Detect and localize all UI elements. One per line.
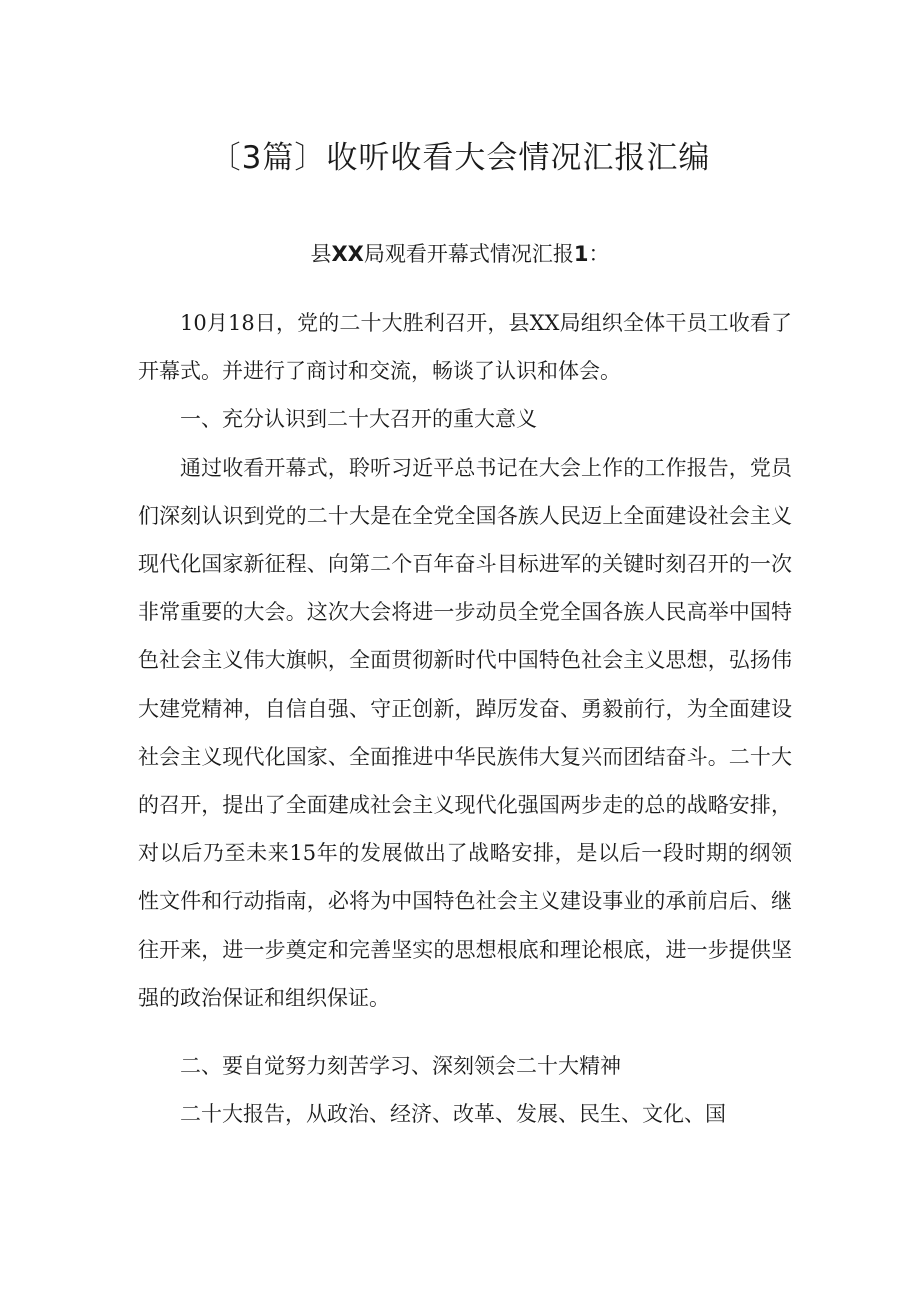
subtitle-xx: XX — [331, 242, 364, 266]
paragraph-intro: 10月18日，党的二十大胜利召开，县XX局组织全体干员工收看了开幕式。并进行了商讨和交流，畅谈了认识和体会。 — [138, 311, 792, 384]
paragraph-report: 二十大报告，从政治、经济、改革、发展、民生、文化、国 — [180, 1102, 726, 1127]
section-heading-2: 二、要自觉努力刻苦学习、深刻领会二十大精神 — [180, 1054, 621, 1079]
document-title: 〔3篇〕收听收看大会情况汇报汇编 — [209, 140, 711, 176]
subtitle-suffix: ： — [588, 242, 610, 266]
document-subtitle — [0, 236, 920, 272]
subtitle-mid: 局观看开幕式情况汇报 — [363, 242, 574, 266]
section-heading-1: 一、充分认识到二十大召开的重大意义 — [180, 407, 537, 432]
subtitle-number: 1 — [573, 242, 589, 266]
document-body — [138, 299, 792, 1138]
paragraph-significance: 通过收看开幕式，聆听习近平总书记在大会上作的工作报告，党员们深刻认识到党的二十大是在全党全国各族人民迈上全面建设社会主义现代化国家新征程、向第二个百年奋斗目标进军的关键时刻召开的一次非常重要的大会。这次大会将进一步动员全党全国各族人民高举中国特色社会主义伟大旗帜，全面贯彻新时代中国特色社会主义思想，弘扬伟大建党精神，自信自强、守正创新，踔厉发奋、勇毅前行，为全面建设社会主义现代化国家、全面推进中华民族伟大复兴而团结奋斗。二十大的召开，提出了全面建成社会主义现代化强国两步走的总的战略安排，对以后乃至未来15年的发展做出了战略安排，是以后一段时期的纲领性文件和行动指南，必将为中国特色社会主义建设事业的承前启后、继往开来，进一步奠定和完善坚实的思想根底和理论根底，进一步提供坚强的政治保证和组织保证。 — [138, 455, 792, 1010]
subtitle-prefix: 县 — [310, 242, 332, 266]
